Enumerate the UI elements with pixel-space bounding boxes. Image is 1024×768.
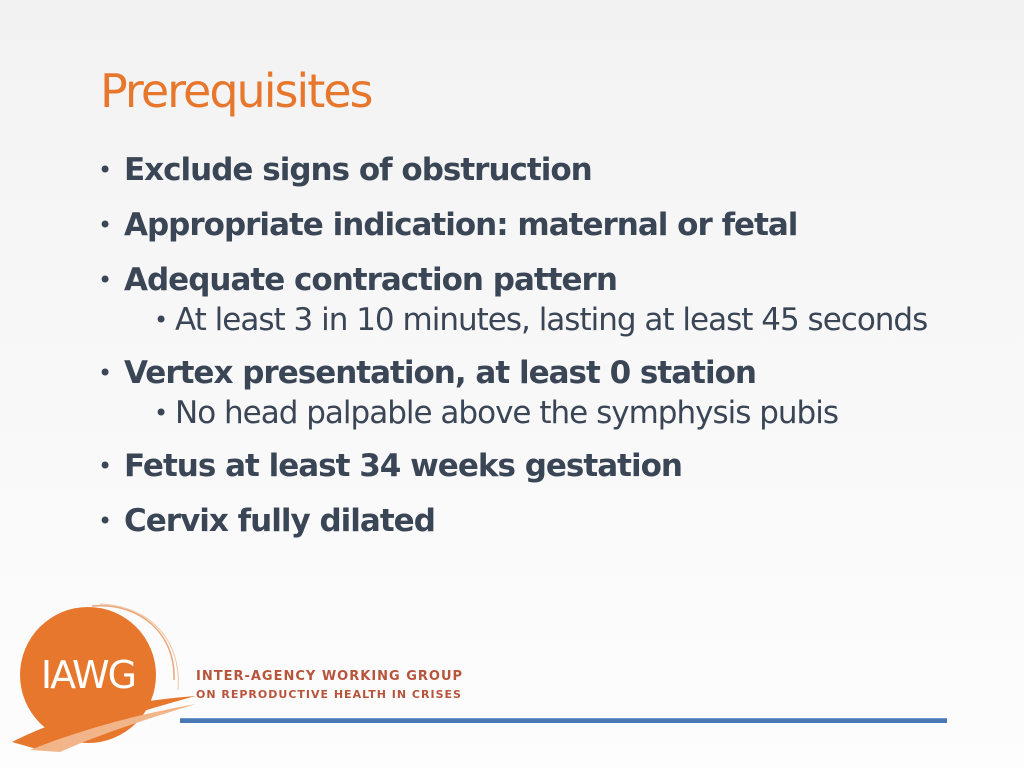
bullet-marker: • bbox=[98, 507, 112, 535]
slide-title: Prerequisites bbox=[100, 64, 372, 118]
bullet-marker: • bbox=[154, 306, 168, 334]
bullet-text: Cervix fully dilated bbox=[124, 503, 435, 539]
bullet-item bbox=[98, 499, 998, 543]
org-name-line-1: INTER-AGENCY WORKING GROUP bbox=[196, 669, 464, 684]
bullet-item bbox=[98, 351, 998, 395]
footer-rule bbox=[180, 718, 947, 723]
bullet-item bbox=[98, 203, 998, 247]
bullet-text: Fetus at least 34 weeks gestation bbox=[124, 448, 682, 484]
iawg-logo bbox=[0, 600, 200, 760]
bullet-list bbox=[98, 148, 998, 543]
bullet-text: Adequate contraction pattern bbox=[124, 262, 617, 298]
sub-bullet-text: At least 3 in 10 minutes, lasting at least 45 seconds bbox=[175, 302, 928, 338]
bullet-marker: • bbox=[98, 359, 112, 387]
bullet-item bbox=[98, 258, 998, 302]
bullet-text: Vertex presentation, at least 0 station bbox=[124, 355, 756, 391]
sub-bullet-item bbox=[98, 393, 998, 433]
sub-bullet-text: No head palpable above the symphysis pubis bbox=[175, 395, 838, 431]
sub-bullet-item bbox=[98, 300, 998, 340]
bullet-text: Appropriate indication: maternal or fetal bbox=[124, 207, 798, 243]
bullet-item bbox=[98, 148, 998, 192]
bullet-text: Exclude signs of obstruction bbox=[124, 152, 592, 188]
footer bbox=[0, 600, 1024, 768]
bullet-marker: • bbox=[98, 156, 112, 184]
org-name-line-2: ON REPRODUCTIVE HEALTH IN CRISES bbox=[196, 688, 462, 701]
bullet-marker: • bbox=[98, 452, 112, 480]
logo-text: IAWG bbox=[40, 653, 136, 697]
bullet-marker: • bbox=[98, 266, 112, 294]
bullet-marker: • bbox=[98, 211, 112, 239]
bullet-item bbox=[98, 444, 998, 488]
bullet-marker: • bbox=[154, 399, 168, 427]
